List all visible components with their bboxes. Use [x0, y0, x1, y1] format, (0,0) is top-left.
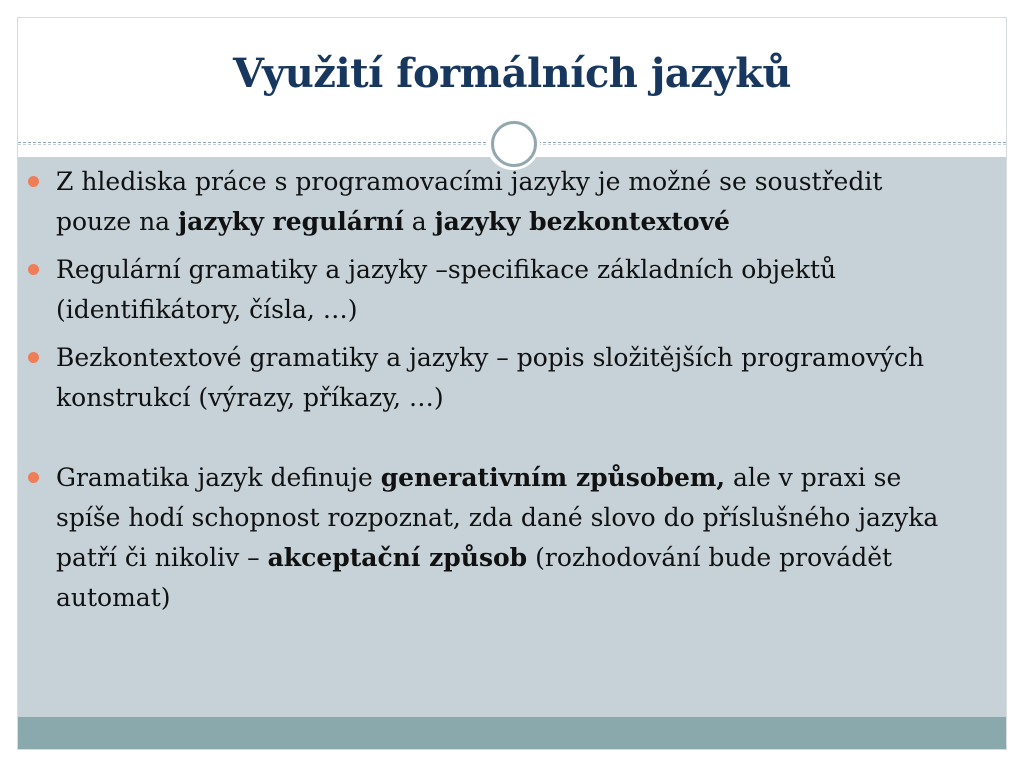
bullet-item-4: [28, 458, 948, 618]
bullet-dot-icon: [28, 472, 39, 483]
bullet-item-1: [28, 162, 948, 242]
divider-circle-icon: [491, 121, 537, 167]
bullet-text: Z hlediska práce s programovacími jazyky je možné se soustředit pouze na: [56, 167, 883, 236]
bullet-dot-icon: [28, 352, 39, 363]
bullet-text: Regulární gramatiky a jazyky –specifikace základních objektů (identifikátory, čísla, …): [56, 255, 837, 324]
footer-bar: [18, 717, 1006, 750]
bullet-item-3: [28, 338, 948, 418]
bullet-text: a: [403, 207, 435, 236]
bullet-dot-icon: [28, 264, 39, 275]
bullet-bold-text: akceptační způsob: [267, 543, 528, 572]
bullet-item-2: [28, 250, 948, 330]
bullet-bold-text: jazyky regulární: [178, 207, 404, 236]
bullet-text: Bezkontextové gramatiky a jazyky – popis složitějších programových konstrukcí (výrazy, příkazy, …): [56, 343, 925, 412]
bullet-list: [28, 162, 948, 626]
slide-title: Využití formálních jazyků: [233, 50, 791, 97]
bullet-bold-text: generativním způsobem,: [380, 463, 726, 492]
bullet-text: (rozhodování bude provádět automat): [56, 543, 893, 612]
bullet-text: Gramatika jazyk definuje: [56, 463, 381, 492]
bullet-dot-icon: [28, 176, 39, 187]
bullet-bold-text: jazyky bezkontextové: [434, 207, 730, 236]
bullet-text: ale v praxi se spíše hodí schopnost rozpoznat, zda dané slovo do příslušného jazyka patří či nikoliv –: [56, 463, 939, 572]
